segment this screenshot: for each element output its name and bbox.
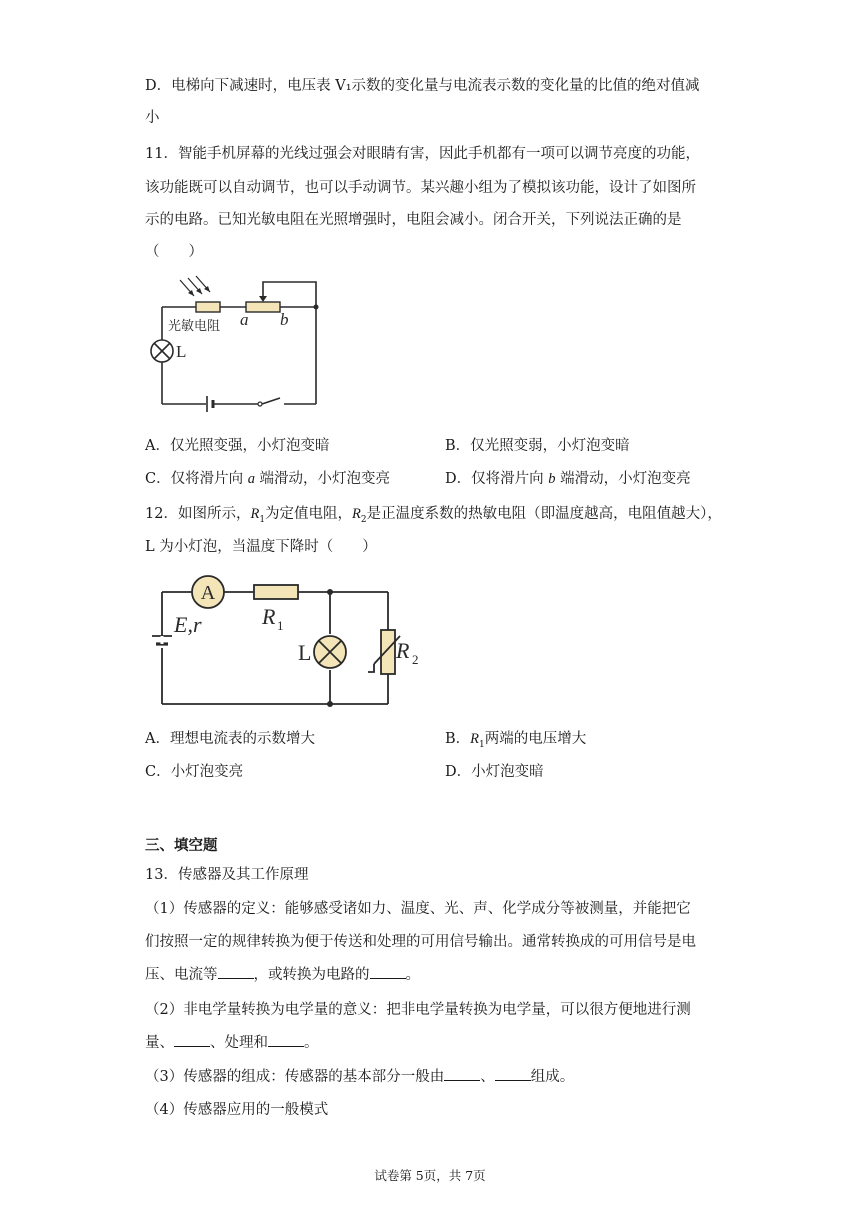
lamp-label: L <box>176 342 187 361</box>
q11-answer-paren: （ ） <box>145 244 203 260</box>
q11-option-c-prefix: C．仅将滑片向 <box>145 471 248 487</box>
photoresistor-label: 光敏电阻 <box>168 319 221 334</box>
q12-r1-symbol: R <box>250 506 260 522</box>
q12-option-c[interactable]: C．小灯泡变亮 <box>145 764 244 780</box>
q11-option-b[interactable]: B．仅光照变弱，小灯泡变暗 <box>445 438 630 454</box>
q11-option-d-var: b <box>548 471 556 487</box>
source-label: E,r <box>174 612 202 637</box>
q12-option-b-suffix: 两端的电压增大 <box>484 731 587 747</box>
q13-p1-line3 <box>145 963 420 984</box>
q11-circuit-figure <box>150 272 330 414</box>
q12-option-b-subscript: 1 <box>479 739 485 750</box>
q13-p1-line1: （1）传感器的定义：能够感受诸如力、温度、光、声、化学成分等被测量，并能把它 <box>145 901 691 917</box>
answer-blank[interactable] <box>174 1032 210 1047</box>
q11-option-c[interactable] <box>145 467 390 488</box>
q13-p1-line3-part2: ，或转换为电路的 <box>253 967 370 983</box>
q12-stem-part3: 是正温度系数的热敏电阻（即温度越高，电阻值越大）， <box>366 506 722 522</box>
q10-option-d-line2: 小 <box>145 110 160 126</box>
q13-p3-part3: 组成。 <box>530 1069 575 1085</box>
q11-option-d[interactable] <box>445 467 691 488</box>
q12-option-b[interactable] <box>445 727 586 750</box>
ammeter-label: A <box>200 582 216 604</box>
q13-p1-line2: 们按照一定的规律转换为便于传送和处理的可用信号输出。通常转换成的可用信号是电 <box>145 934 696 950</box>
answer-blank[interactable] <box>370 964 406 979</box>
answer-blank[interactable] <box>495 1066 531 1081</box>
q13-p3-part2: 、 <box>480 1069 495 1085</box>
q11-option-d-prefix: D．仅将滑片向 <box>445 471 549 487</box>
answer-blank[interactable] <box>268 1032 304 1047</box>
q11-stem-line3: 示的电路。已知光敏电阻在光照增强时，电阻会减小。闭合开关，下列说法正确的是 <box>145 212 682 228</box>
q12-r2-subscript: 2 <box>360 514 367 525</box>
q13-p2-line1: （2）非电学量转换为电学量的意义：把非电学量转换为电学量，可以很方便地进行测 <box>145 1002 691 1018</box>
r2-subscript-label: 2 <box>412 652 419 667</box>
q13-p4: （4）传感器应用的一般模式 <box>145 1102 329 1118</box>
q12-option-a[interactable]: A．理想电流表的示数增大 <box>145 731 315 747</box>
answer-blank[interactable] <box>218 964 254 979</box>
page-footer: 试卷第 5页，共 7页 <box>374 1168 486 1183</box>
q13-p1-line3-part3: 。 <box>405 967 420 983</box>
q12-stem-line1 <box>145 502 722 525</box>
q12-option-b-r-symbol: R <box>470 731 480 747</box>
q12-stem-part2: 为定值电阻， <box>265 506 353 522</box>
q12-stem-part1: 12．如图所示， <box>145 506 251 522</box>
r2-label: R <box>396 638 410 663</box>
q12-option-b-prefix: B． <box>445 731 471 747</box>
section-title: 三、填空题 <box>145 837 218 854</box>
q13-p2-line2-part2: 、处理和 <box>210 1035 268 1051</box>
lamp-label-q12: L <box>298 640 312 665</box>
rheostat-end-a-label: a <box>240 310 249 329</box>
q13-p3-part1: （3）传感器的组成：传感器的基本部分一般由 <box>145 1069 445 1085</box>
rheostat-end-b-label: b <box>280 310 289 329</box>
q11-option-c-suffix: 端滑动，小灯泡变亮 <box>254 471 391 487</box>
q11-option-d-suffix: 端滑动，小灯泡变亮 <box>555 471 691 487</box>
q13-p2-line2 <box>145 1031 319 1052</box>
answer-blank[interactable] <box>444 1066 480 1081</box>
q11-option-c-var: a <box>247 471 255 487</box>
q13-p1-line3-part1: 压、电流等 <box>145 967 218 983</box>
q13-p2-line2-part3: 。 <box>304 1035 319 1051</box>
r1-label: R <box>262 604 276 629</box>
q13-p2-line2-part1: 量、 <box>145 1035 174 1051</box>
q12-option-d[interactable]: D．小灯泡变暗 <box>445 764 544 780</box>
q12-circuit-figure <box>150 574 419 710</box>
q12-r1-subscript: 1 <box>259 514 266 525</box>
q11-stem-line1: 11．智能手机屏幕的光线过强会对眼睛有害，因此手机都有一项可以调节亮度的功能， <box>145 146 700 162</box>
q13-p3 <box>145 1065 574 1086</box>
r1-subscript-label: 1 <box>277 618 284 633</box>
q10-option-d-line1: D．电梯向下减速时，电压表 V₁示数的变化量与电流表示数的变化量的比值的绝对值减 <box>145 78 700 94</box>
q11-stem-line2: 该功能既可以自动调节，也可以手动调节。某兴趣小组为了模拟该功能，设计了如图所 <box>145 180 696 196</box>
q13-title: 13．传感器及其工作原理 <box>145 867 309 883</box>
q12-stem-line2: L 为小灯泡，当温度下降时（ ） <box>145 539 377 555</box>
q11-option-a[interactable]: A．仅光照变强，小灯泡变暗 <box>145 438 330 454</box>
q12-r2-symbol: R <box>352 506 361 522</box>
